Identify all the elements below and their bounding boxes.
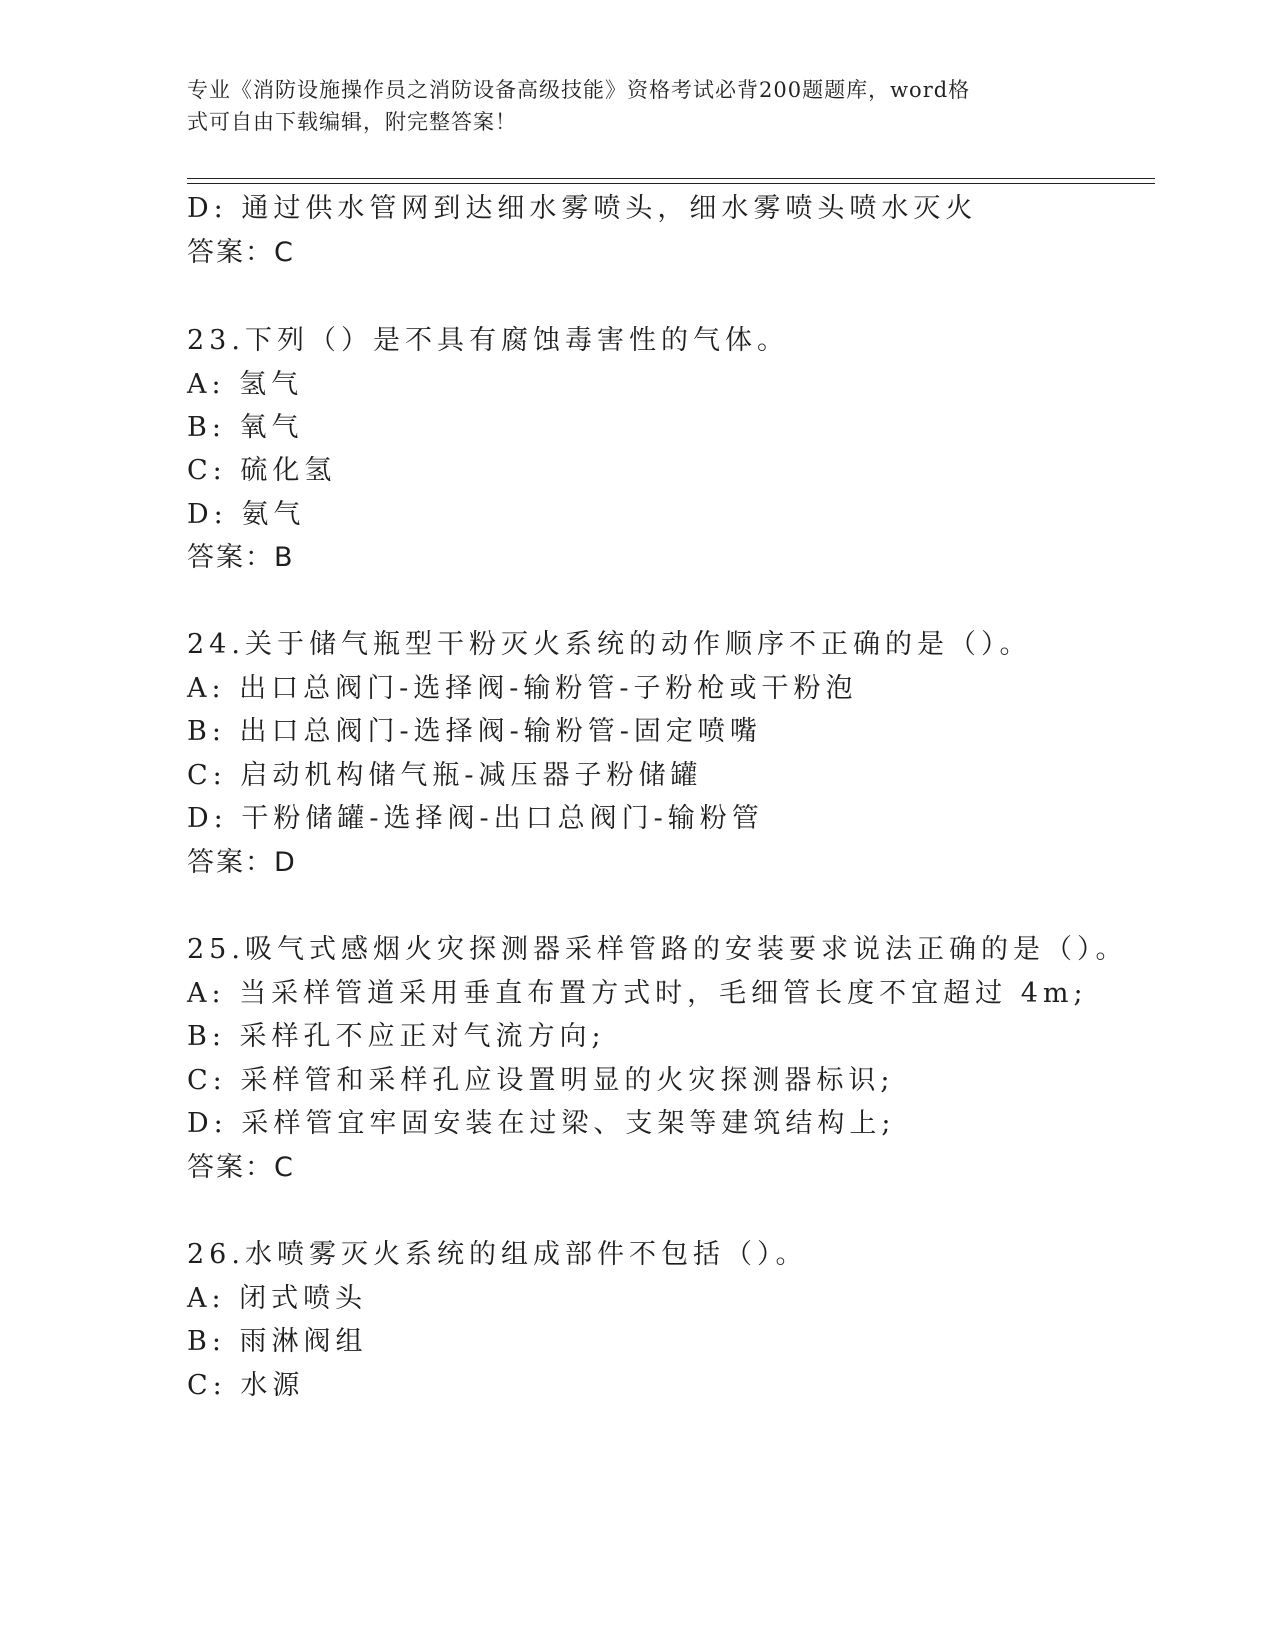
q25-option-b: B: 采样孔不应正对气流方向; (187, 1021, 606, 1052)
header-line-1: 专业《消防设施操作员之消防设备高级技能》资格考试必背200题题库，word格 (187, 78, 971, 102)
q22-option-d: D: 通过供水管网到达细水雾喷头，细水雾喷头喷水灭火 (187, 193, 978, 224)
q25-option-c: C: 采样管和采样孔应设置明显的火灾探测器标识; (187, 1065, 895, 1096)
q22-answer: 答案：C (187, 237, 295, 268)
header-line-2: 式可自由下载编辑，附完整答案！ (187, 110, 517, 134)
q25-option-d: D: 采样管宜牢固安装在过梁、支架等建筑结构上; (187, 1108, 896, 1139)
q24-answer: 答案：D (187, 847, 297, 878)
q23-option-c: C: 硫化氢 (187, 455, 337, 486)
q26-option-c: C: 水源 (187, 1370, 305, 1401)
q23-option-d: D: 氨气 (187, 499, 306, 530)
q23-answer: 答案：B (187, 542, 295, 573)
q23-option-b: B: 氧气 (187, 412, 304, 443)
q25-option-a: A: 当采样管道采用垂直布置方式时，毛细管长度不宜超过 4m; (187, 978, 1088, 1009)
q23-option-a: A: 氢气 (187, 369, 304, 400)
q24-option-a: A: 出口总阀门-选择阀-输粉管-子粉枪或干粉泡 (187, 673, 858, 704)
q24-option-d: D: 干粉储罐-选择阀-出口总阀门-输粉管 (187, 803, 764, 834)
q24-option-c: C: 启动机构储气瓶-减压器子粉储罐 (187, 760, 703, 791)
q24-stem: 24.关于储气瓶型干粉灭火系统的动作顺序不正确的是（）。 (187, 629, 1032, 660)
q24-option-b: B: 出口总阀门-选择阀-输粉管-固定喷嘴 (187, 716, 762, 747)
q25-stem: 25.吸气式感烟火灾探测器采样管路的安装要求说法正确的是（）。 (187, 934, 1128, 965)
header-divider-top (187, 178, 1155, 179)
q26-stem: 26.水喷雾灭火系统的组成部件不包括（）。 (187, 1239, 808, 1270)
document-header (187, 74, 1067, 138)
q26-option-a: A: 闭式喷头 (187, 1283, 368, 1314)
q25-answer: 答案：C (187, 1152, 295, 1183)
q26-option-b: B: 雨淋阀组 (187, 1326, 368, 1357)
q23-stem: 23.下列（）是不具有腐蚀毒害性的气体。 (187, 325, 789, 356)
header-divider-bottom (187, 183, 1155, 184)
